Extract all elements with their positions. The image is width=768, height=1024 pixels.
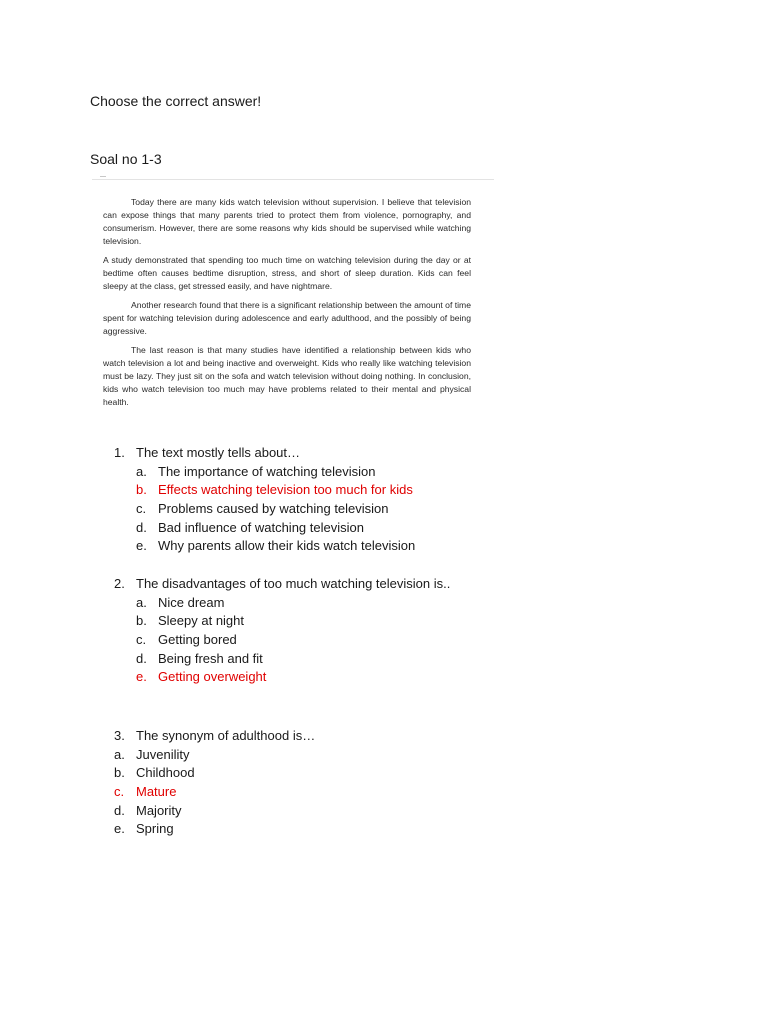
divider [92,179,494,180]
option-d[interactable] [114,650,534,669]
option-text: Majority [136,802,182,818]
question-3 [114,727,534,839]
option-letter: a. [136,463,147,479]
option-b[interactable] [114,612,534,631]
option-letter: a. [114,746,125,762]
divider-mark [100,176,106,177]
option-text: Childhood [136,765,195,781]
question-text: The text mostly tells about… [136,445,301,460]
option-e[interactable] [114,537,534,556]
option-letter: d. [136,650,147,666]
option-letter: b. [136,482,147,498]
option-text: Being fresh and fit [158,650,263,666]
option-text: Why parents allow their kids watch television [158,538,416,554]
question-text: The disadvantages of too much watching television is.. [136,576,451,591]
option-letter: e. [136,538,147,554]
option-letter: c. [136,632,147,648]
option-text: Getting bored [158,632,237,648]
option-letter: e. [114,821,125,837]
option-letter: b. [136,613,147,629]
question-2 [114,575,534,687]
question-text: The synonym of adulthood is… [136,728,316,743]
option-letter: d. [136,519,147,535]
option-b[interactable] [114,481,534,500]
option-letter: c. [114,784,125,800]
option-letter: e. [136,669,147,685]
option-e[interactable] [114,668,534,687]
option-text: Effects watching television too much for kids [158,482,413,498]
option-text: Juvenility [136,746,190,762]
option-d[interactable] [114,519,534,538]
option-a[interactable] [114,594,534,613]
option-c[interactable] [114,500,534,519]
option-b[interactable] [114,764,534,783]
question-number: 1. [114,445,125,460]
passage-paragraph-3: Another research found that there is a significant relationship between the amount of time spent for watching television during adolescence and early adulthood, and the possibly of being aggressive. [103,300,471,336]
option-c[interactable] [114,631,534,650]
reading-passage [103,196,471,415]
passage-paragraph-4: The last reason is that many studies have identified a relationship between kids who watch television a lot and being inactive and overweight. Kids who really like watching television must be lazy. They just sit on the sofa and watch television without doing nothing. In conclusion, kids who watch television too much may have problems related to their mental and physical health. [103,345,471,407]
option-text: Problems caused by watching television [158,501,389,517]
option-a[interactable] [114,746,534,765]
option-e[interactable] [114,820,534,839]
passage-paragraph-1: Today there are many kids watch television without supervision. I believe that television can expose things that many parents tried to protect them from violence, pornography, and consumerism. However, there are some reasons why kids should be supervised while watching television. [103,197,471,246]
option-text: Bad influence of watching television [158,519,364,535]
option-letter: b. [114,765,125,781]
option-letter: a. [136,594,147,610]
question-number: 2. [114,576,125,591]
option-text: Sleepy at night [158,613,245,629]
option-text: Spring [136,821,174,837]
option-a[interactable] [114,463,534,482]
question-1 [114,444,534,556]
passage-paragraph-2: A study demonstrated that spending too much time on watching television during the day or at bedtime often causes bedtime disruption, stress, and short of sleep duration. Kids can feel sleepy at the class, get stressed easily, and have nightmare. [103,255,471,291]
option-d[interactable] [114,802,534,821]
option-text: Mature [136,784,177,800]
option-text: Nice dream [158,594,225,610]
option-text: Getting overweight [158,669,267,685]
question-number: 3. [114,728,125,743]
section-title: Soal no 1-3 [90,151,162,167]
option-c[interactable] [114,783,534,802]
option-letter: c. [136,501,147,517]
option-text: The importance of watching television [158,463,376,479]
option-letter: d. [114,802,125,818]
instruction-text: Choose the correct answer! [90,93,262,109]
